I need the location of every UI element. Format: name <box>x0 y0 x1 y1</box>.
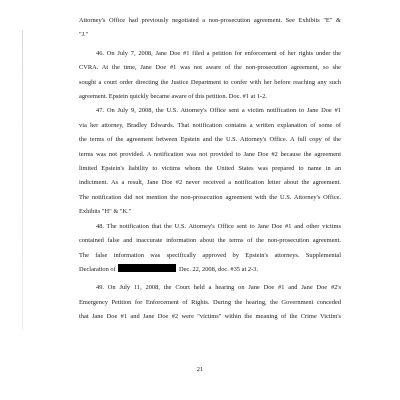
text-line: via her attorney, Bradley Edwards. That notification contains a written explanation of some of <box>79 121 341 129</box>
text-line: terms was not provided. A notification was not provided to Jane Doe #2 because the agreement <box>79 150 341 158</box>
text-line: Exhibits "H" & "K." <box>79 208 132 216</box>
text-line: CVRA. At the time, Jane Doe #1 was not aware of the non-prosecution agreement, so she <box>79 64 341 72</box>
text-line: that Jane Doe #1 and Jane Doe #2 were "victims" within the meaning of the Crime Victim's <box>79 313 341 321</box>
paragraph-block-lower <box>79 277 341 324</box>
text-line: 47. On July 9, 2008, the U.S. Attorney's Office sent a victim notification to Jane Doe #1 <box>96 107 341 115</box>
text-line: The false information was specifically approved by Epstein's attorneys. Supplemental <box>79 251 341 259</box>
page-number: 21 <box>196 366 204 373</box>
text-line: agreement. Epstein quickly became aware of this petition. Doc. #1 at 1-2. <box>79 93 267 101</box>
text-line: indictment. As a result, Jane Doe #2 never received a notification letter about the agreement. <box>79 179 341 187</box>
redacted-line-before: Declaration of <box>79 265 116 273</box>
scan-margin-shadow <box>22 30 23 330</box>
text-line: contained false and inaccurate information about the terms of the non-prosecution agreement. <box>79 237 341 245</box>
text-line: 48. The notification that the U.S. Attorney's Office sent to Jane Doe #1 and other victims <box>96 222 341 230</box>
text-line: 46. On July 7, 2008, Jane Doe #1 filed a petition for enforcement of her rights under the <box>96 49 341 57</box>
text-line: the terms of the agreement between Epstein and the U.S. Attorney's Office. A full copy of the <box>79 136 341 144</box>
redacted-line-after: Dec. 22, 2008, doc. #35 at 2-3. <box>178 265 258 273</box>
text-line: limited Epstein's liability to victims whom the United States was prepared to name in an <box>79 165 341 173</box>
text-line: 49. On July 11, 2008, the Court held a hearing on Jane Doe #1 and Jane Doe #2's <box>96 284 341 292</box>
redaction-bar <box>118 264 176 272</box>
text-line: sought a court order directing the Justice Department to confer with her before reaching any such <box>79 78 341 86</box>
text-line: The notification did not mention the non-prosecution agreement with the U.S. Attorney's Office. <box>79 193 341 201</box>
paragraph-block-upper <box>79 14 341 263</box>
text-line: Emergency Petition for Enforcement of Rights. During the hearing, the Government conceded <box>79 298 341 306</box>
text-line: Attorney's Office had previously negotiated a non-prosecution agreement. See Exhibits "E" & <box>79 17 341 24</box>
redacted-line <box>79 263 341 277</box>
text-line: "J." <box>79 31 89 39</box>
document-body <box>79 14 341 325</box>
